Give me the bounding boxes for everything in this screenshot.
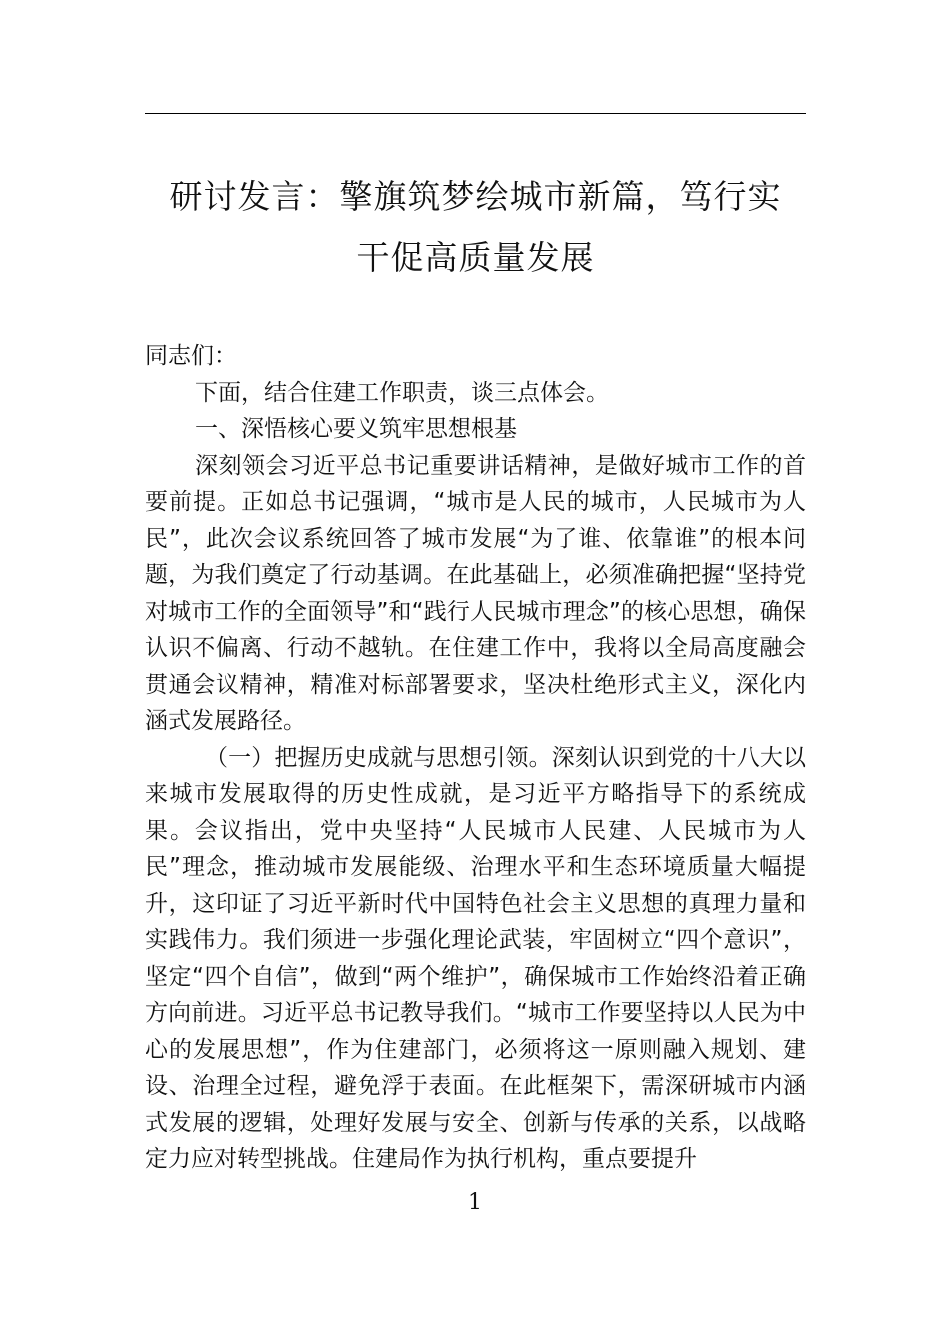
page-number: 1 (468, 1190, 482, 1215)
body-paragraph: （一）把握历史成就与思想引领。深刻认识到党的十八大以来城市发展取得的历史性成就，是习近平方略指导下的系统成果。会议指出，党中央坚持“人民城市人民建、人民城市为人民”理念，推动城市发展能级、治理水平和生态环境质量大幅提升，这印证了习近平新时代中国特色社会主义思想的真理力量和实践伟力。我们须进一步强化理论武装，牢固树立“四个意识”，坚定“四个自信”，做到“两个维护”，确保城市工作始终沿着正确方向前进。习近平总书记教导我们。“城市工作要坚持以人民为中心的发展思想”，作为住建部门，必须将这一原则融入规划、建设、治理全过程，避免浮于表面。在此框架下，需深研城市内涵式发展的逻辑，处理好发展与安全、创新与传承的关系，以战略定力应对转型挑战。住建局作为执行机构，重点要提升 (145, 744, 806, 1172)
header-rule (145, 113, 806, 114)
document-body (145, 338, 806, 1178)
title-line-2: 干促高质量发展 (356, 238, 595, 277)
body-paragraph: 深刻领会习近平总书记重要讲话精神，是做好城市工作的首要前提。正如总书记强调，“城市是人民的城市，人民城市为人民”，此次会议系统回答了城市发展“为了谁、依靠谁”的根本问题，为我们奠定了行动基调。在此基础上，必须准确把握“坚持党对城市工作的全面领导”和“践行人民城市理念”的核心思想，确保认识不偏离、行动不越轨。在住建工作中，我将以全局高度融会贯通会议精神，精准对标部署要求，坚决杜绝形式主义，深化内涵式发展路径。 (145, 452, 806, 734)
document-title (145, 166, 806, 288)
salutation: 同志们： (145, 343, 237, 369)
intro-paragraph: 下面，结合住建工作职责，谈三点体会。 (195, 379, 609, 406)
section-heading: 一、深悟核心要义筑牢思想根基 (195, 416, 517, 442)
title-line-1: 研讨发言：擎旗筑梦绘城市新篇，笃行实 (169, 177, 782, 216)
